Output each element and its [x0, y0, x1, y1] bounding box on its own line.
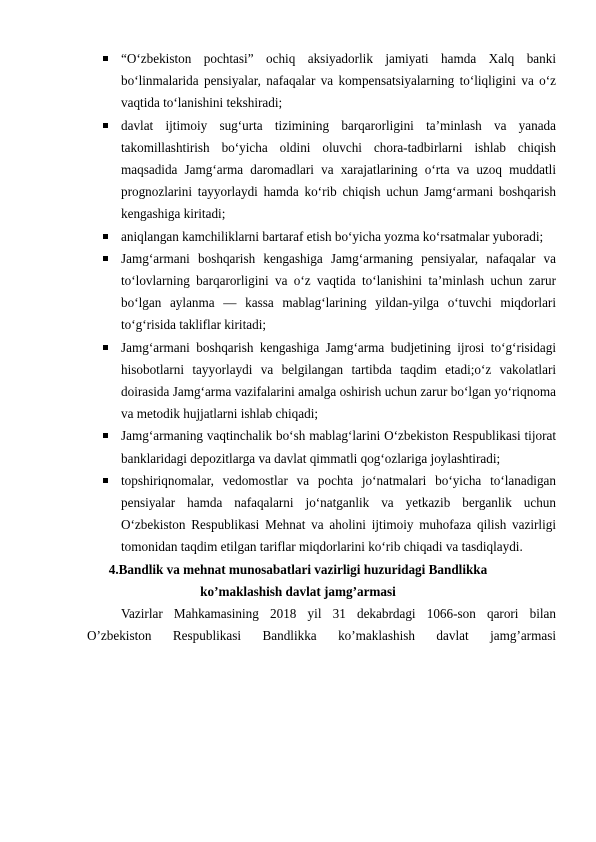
bullet-list	[0, 48, 596, 559]
list-item-text: Jamg‘armani boshqarish kengashiga Jamg‘armaning pensiyalar, nafaqalar va to‘lovlarning barqarorligini va o‘z vaqtida to‘lanishini ta’minlash uchun zarur bo‘lgan aylanma — kassa mablag‘larining yildan-yilga o‘tuvchi miqdorlari to‘g‘risida takliflar kiritadi;	[121, 250, 556, 333]
list-item	[121, 226, 556, 248]
list-item-text: “O‘zbekiston pochtasi” ochiq aksiyadorlik jamiyati hamda Xalq banki bo‘linmalarida pensiyalar, nafaqalar va kompensatsiyalarning to‘liqligini va o‘z vaqtida to‘lanishini tekshiradi;	[121, 51, 556, 111]
square-bullet-icon	[103, 56, 108, 61]
section-heading	[0, 559, 596, 603]
list-item-text: topshiriqnomalar, vedomostlar va pochta jo‘natmalari bo‘yicha to‘lanadigan pensiyalar hamda nafaqalarni jo‘natganlik va yetkazib berganlik uchun O‘zbekiston Respublikasi Mehnat va aholini ijtimoiy muhofaza qilish vazirligi tomonidan taqdim etilgan tariflar miqdorlarini ko‘rib chiqadi va tasdiqlaydi.	[121, 472, 556, 555]
list-item	[121, 337, 556, 426]
list-item	[121, 248, 556, 337]
square-bullet-icon	[103, 123, 108, 128]
list-item-text: aniqlangan kamchiliklarni bartaraf etish bo‘yicha yozma ko‘rsatmalar yuboradi;	[121, 228, 544, 244]
square-bullet-icon	[103, 478, 108, 483]
square-bullet-icon	[103, 345, 108, 350]
list-item-text: Jamg‘armani boshqarish kengashiga Jamg‘arma budjetining ijrosi to‘g‘risidagi hisobotlarni tayyorlaydi va belgilangan tartibda taqdim etadi;o‘z vakolatlari doirasida Jamg‘arma vazifalarini amalga oshirish uchun zarur bo‘lgan yo‘riqnoma va metodik hujjatlarni ishlab chiqadi;	[121, 339, 556, 422]
list-item	[121, 425, 556, 469]
section-heading-line1: 4.Bandlik va mehnat munosabatlari vazirligi huzuridagi Bandlikka	[108, 561, 488, 577]
list-item	[121, 115, 556, 226]
square-bullet-icon	[103, 256, 108, 261]
list-item-text: Jamg‘armaning vaqtinchalik bo‘sh mablag‘larini O‘zbekiston Respublikasi tijorat banklaridagi depozitlarga va davlat qimmatli qog‘ozlariga joylashtiradi;	[121, 428, 556, 466]
list-item-text: davlat ijtimoiy sug‘urta tizimining barqarorligini ta’minlash va yanada takomillashtirish bo‘yicha oldini oluvchi chora-tadbirlarni ishlab chiqish maqsadida Jamg‘arma daromadlari va xarajatlarining o‘rta va uzoq muddatli prognozlarini tayyorlaydi hamda ko‘rib chiqish uchun Jamg‘armani boshqarish kengashiga kiritadi;	[121, 117, 556, 222]
body-paragraph: Vazirlar Mahkamasining 2018 yil 31 dekabrdagi 1066-son qarori bilan O’zbekiston Respublikasi Bandlikka ko’maklashish davlat jamg’armasi	[87, 606, 556, 644]
list-item	[121, 470, 556, 559]
square-bullet-icon	[103, 234, 108, 239]
section-heading-line2: ko’maklashish davlat jamg’armasi	[200, 583, 396, 599]
square-bullet-icon	[103, 433, 108, 438]
list-item	[121, 48, 556, 115]
document-page	[0, 48, 596, 647]
